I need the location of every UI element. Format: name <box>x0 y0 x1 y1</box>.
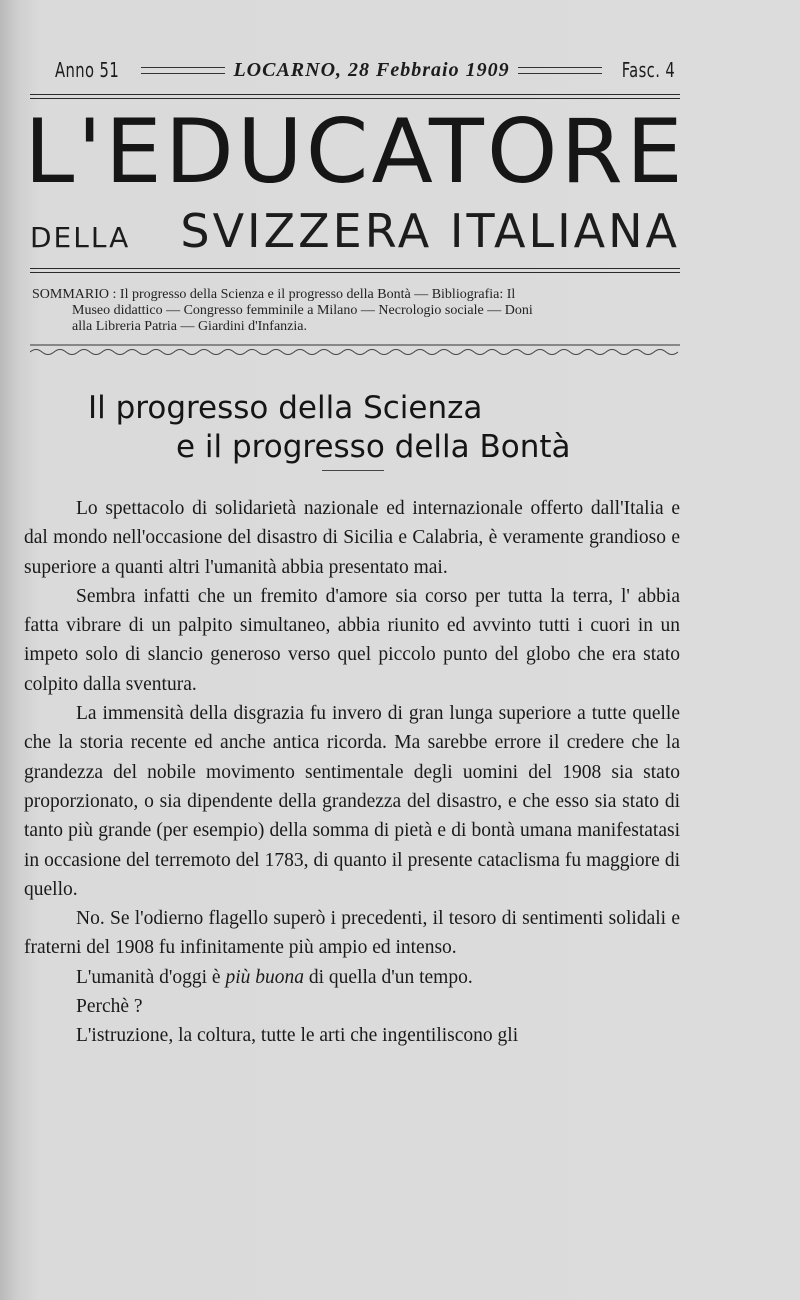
masthead-subtitle <box>30 204 680 258</box>
header-divider-right <box>518 67 602 74</box>
paragraph: La immensità della disgrazia fu invero di gran lunga superiore a tutte quelle che la storia recente ed anche antica ricorda. Ma sarebbe errore il credere che la grandezza del nobile movimento sentimentale degli uomini del 1908 sia stato proporzionato, o sia dipendente della grandezza del disastro, e che esso sia stato di tanto più grande (per esempio) della somma di pietà e di bontà umana manifestatasi in occasione del terremoto del 1783, di quanto il presente cataclisma fu maggiore di quello. <box>24 703 680 900</box>
masthead-svizzera: SVIZZERA ITALIANA <box>180 204 680 258</box>
masthead-della: DELLA <box>30 221 131 254</box>
article-title-line-2: e il progresso della Bontà <box>176 429 571 465</box>
article-body <box>24 494 680 1051</box>
paragraph: No. Se l'odierno flagello superò i precedenti, il tesoro di sentimenti solidali e fraterni del 1908 fu infinitamente più ampio ed intenso. <box>24 908 680 959</box>
toc-line-1: Il progresso della Scienza e il progresso della Bontà — Bibliografia: Il <box>119 287 516 302</box>
toc-line-3: alla Libreria Patria — Giardini d'Infanzia. <box>72 319 307 334</box>
toc-label: SOMMARIO : <box>32 287 117 302</box>
masthead-rule <box>30 268 680 273</box>
header-rule <box>30 94 680 99</box>
article-title-line-1: Il progresso della Scienza <box>88 390 483 426</box>
p5-before: L'umanità d'oggi è <box>76 966 221 988</box>
header-divider-left <box>141 67 225 74</box>
issue-dateline: LOCARNO, 28 Febbraio 1909 <box>233 58 510 81</box>
volume-number: Anno 51 <box>55 58 120 82</box>
toc-line-2: Museo didattico — Congresso femminile a Milano — Necrologio sociale — Doni <box>72 303 533 318</box>
paragraph: Sembra infatti che un fremito d'amore sia corso per tutta la terra, l' abbia fatta vibrare di un palpito simultaneo, abbia riunito ed avvinto tutti i cuori in un impeto solo di slancio generoso verso quel piccolo punto del globo che era stato colpito dalla sventura. <box>24 585 680 695</box>
issue-header <box>55 58 675 82</box>
masthead-title: L'EDUCATORE <box>24 100 686 203</box>
p5-after: di quella d'un tempo. <box>308 966 473 988</box>
issue-number: Fasc. 4 <box>621 58 676 82</box>
wavy-divider <box>30 342 680 362</box>
paragraph-question: Perchè ? <box>76 996 143 1018</box>
paragraph-continued: L'istruzione, la coltura, tutte le arti che ingentiliscono gli <box>76 1025 519 1047</box>
paragraph: Lo spettacolo di solidarietà nazionale ed internazionale offerto dall'Italia e dal mondo nell'occasione del disastro di Sicilia e Calabria, è veramente grandioso e superiore a quanti altri l'umanità abbia presentato mai. <box>24 498 680 578</box>
paragraph-more-good <box>24 963 680 992</box>
title-underline <box>322 470 384 471</box>
p5-italic: più buona <box>225 966 304 988</box>
table-of-contents <box>32 287 680 335</box>
